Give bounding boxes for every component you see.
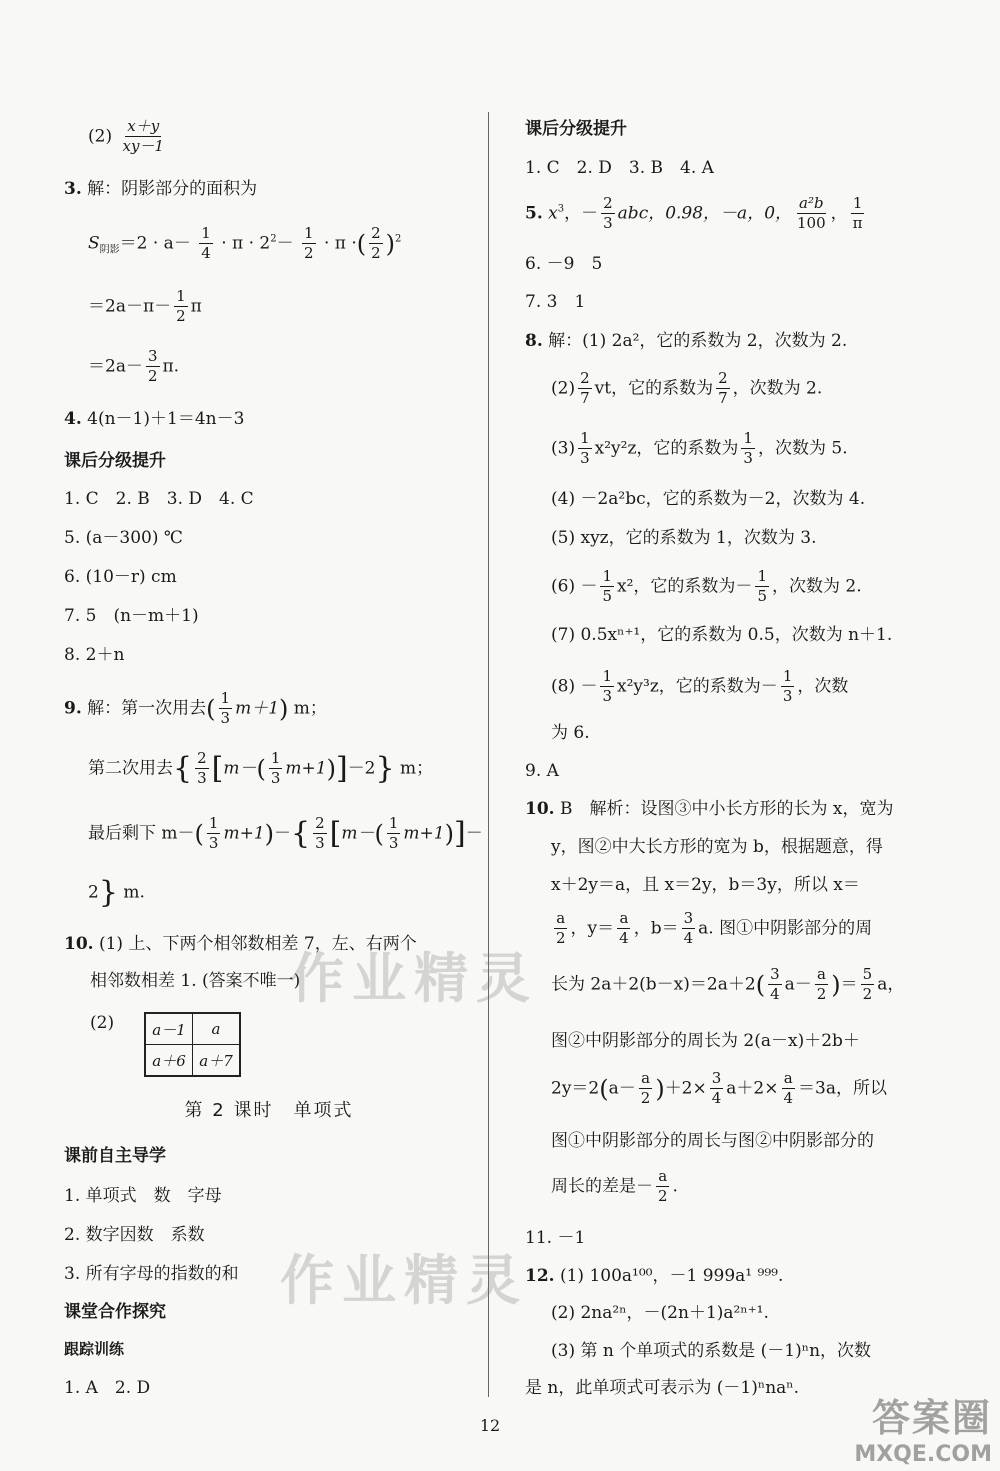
- answer-10-right-line5: 长为 2a＋2(b－x)＝2a＋2( $\frac{3}{4}$ a－ $\frac{a}{2}$ )＝ $\frac{5}{2}$ a，: [551, 965, 905, 1004]
- answer-12-part2: (2) 2na²ⁿ，－(2n＋1)a²ⁿ⁺¹.: [551, 1303, 769, 1323]
- answer-12-part3: (3) 第 n 个单项式的系数是 (－1)ⁿn，次数: [551, 1341, 872, 1361]
- grid-cell: a: [193, 1013, 241, 1045]
- column-divider: [488, 112, 489, 1397]
- grid-cell: a＋7: [193, 1045, 241, 1077]
- item-label: (2): [88, 126, 113, 147]
- answer-6-right: 6. －9 5: [525, 254, 603, 274]
- grid-cell: a－1: [145, 1013, 193, 1045]
- answer-8-part4: (4) －2a²bc，它的系数为－2，次数为 4.: [551, 489, 866, 509]
- answer-9-line1: 9. 解：第一次用去( $\frac{1}{3}$ m＋1) m；: [64, 689, 327, 728]
- lesson-title: 第 2 课时 单项式: [184, 1100, 354, 1121]
- page-number: 12: [479, 1416, 501, 1435]
- section-heading-after-class-right: 课后分级提升: [525, 119, 627, 139]
- answer-11-right: 11. －1: [525, 1228, 586, 1248]
- grid-cell: a＋6: [145, 1045, 193, 1077]
- watermark-2: 作业精灵: [280, 1249, 528, 1312]
- answer-10-right-line7: 2y＝2(a－ $\frac{a}{2}$ )＋2× $\frac{3}{4}$ a＋2× $\frac{a}{4}$ ＝3a，所以: [551, 1069, 887, 1108]
- answer-9-right: 9. A: [525, 761, 559, 781]
- fraction: $\frac{x+y}{xy-1}$: [122, 117, 164, 156]
- area-formula-1: $S_{阴影}=2 \cdot a-$ $\frac{1}{4}$ · $\pi \cdot 2^2-$ $\frac{1}{2}$ · π ·( $\frac{2}{2}$ )$^2$: [88, 224, 402, 263]
- answer-8-part8-cont: 为 6.: [551, 723, 590, 743]
- answer-9-line3: 最后剩下 m－( $\frac{1}{3}$ m+1)－{ $\frac{2}{3}$ [m－( $\frac{1}{3}$ m+1)]－: [88, 814, 483, 853]
- answer-7: 7. 5 (n－m＋1): [64, 606, 199, 626]
- question-4: 4. 4(n－1)＋1＝4n－3: [64, 409, 245, 429]
- preview-answer-1: 1. 单项式 数 字母: [64, 1186, 222, 1206]
- area-formula-2: ＝2a－π－ $\frac{1}{2}$ π: [88, 287, 202, 326]
- answer-8-part3: (3) $\frac{1}{3}$ x²y²z，它的系数为 $\frac{1}{3}$ ，次数为 5.: [551, 429, 848, 468]
- answer-8-part2: (2) $\frac{2}{7}$ vt，它的系数为 $\frac{2}{7}$ ，次数为 2.: [551, 369, 823, 408]
- answer-10-right-line4: $\frac{a}{2}$ ，y＝ $\frac{a}{4}$ ，b＝ $\frac{3}{4}$ a. 图①中阴影部分的周: [556, 909, 873, 948]
- section-heading-after-class: 课后分级提升: [64, 451, 166, 471]
- answers-1-4-right: 1. C 2. D 3. B 4. A: [525, 158, 714, 178]
- answer-9-line4: 2} m.: [88, 875, 145, 910]
- answer-12-part3-cont: 是 n，此单项式可表示为 (－1)ⁿnaⁿ.: [525, 1378, 800, 1398]
- answer-10-line2: 相邻数相差 1. (答案不唯一): [90, 971, 301, 991]
- answer-12-part1: 12. (1) 100a¹⁰⁰，－1 999a¹ ⁹⁹⁹.: [525, 1266, 784, 1286]
- site-watermark-title: 答案圈: [871, 1396, 992, 1440]
- answer-10-right-line6: 图②中阴影部分的周长为 2(a－x)＋2b＋: [551, 1031, 860, 1051]
- answer-9-line2: 第二次用去{ $\frac{2}{3}$ [m－( $\frac{1}{3}$ m+1)]－2} m；: [88, 749, 434, 788]
- answer-8-part8: (8) － $\frac{1}{3}$ x²y³z，它的系数为－ $\frac{1}{3}$ ，次数: [551, 667, 849, 706]
- number-grid: [144, 1012, 241, 1077]
- answer-10-right-line9: 周长的差是－ $\frac{a}{2}$ .: [551, 1167, 678, 1206]
- answer-10-part2: (2): [90, 1013, 115, 1033]
- answers-1-4: 1. C 2. B 3. D 4. C: [64, 489, 254, 509]
- tracking-answers: 1. A 2. D: [64, 1378, 151, 1398]
- section-heading-tracking: 跟踪训练: [64, 1340, 125, 1358]
- answer-6: 6. (10－r) cm: [64, 567, 177, 587]
- watermark-1: 作业精灵: [290, 947, 538, 1010]
- site-watermark-url: MXQE.COM: [854, 1442, 992, 1467]
- answer-5-right: 5. $x^3$，－ $\frac{2}{3}$ abc，0.98，－a，0， $\frac{\text{a²b}}{100}$ ， $\frac{1}{\pi}$: [525, 194, 863, 233]
- answer-8-part7: (7) 0.5xⁿ⁺¹，它的系数为 0.5，次数为 n＋1.: [551, 625, 893, 645]
- area-formula-3: ＝2a－ $\frac{3}{2}$ π.: [88, 347, 180, 386]
- preview-answer-2: 2. 数字因数 系数: [64, 1225, 205, 1245]
- site-watermark: [854, 1387, 992, 1467]
- question-3: 3. 解：阴影部分的面积为: [64, 179, 258, 199]
- answer-10-right-line1: 10. B 解析：设图③中小长方形的长为 x，宽为: [525, 799, 894, 819]
- answer-7-right: 7. 3 1: [525, 292, 586, 312]
- section-heading-classroom: 课堂合作探究: [64, 1302, 166, 1322]
- answer-10-right-line8: 图①中阴影部分的周长与图②中阴影部分的: [551, 1131, 874, 1151]
- section-heading-preview: 课前自主导学: [64, 1146, 166, 1166]
- answer-10-right-line3: x＋2y＝a，且 x＝2y，b＝3y，所以 x＝: [551, 875, 860, 895]
- answer-10-right-line2: y，图②中大长方形的宽为 b，根据题意，得: [551, 837, 883, 857]
- answer-8-part6: (6) － $\frac{1}{5}$ x²，它的系数为－ $\frac{1}{5}$ ，次数为 2.: [551, 567, 862, 606]
- answer-8-part1: 8. 解：(1) 2a²，它的系数为 2，次数为 2.: [525, 331, 848, 351]
- answer-8: 8. 2＋n: [64, 645, 125, 665]
- answer-5: 5. (a－300) ℃: [64, 528, 183, 548]
- answer-10-line1: 10. (1) 上、下两个相邻数相差 7，左、右两个: [64, 934, 417, 954]
- answer-8-part5: (5) xyz，它的系数为 1，次数为 3.: [551, 528, 817, 548]
- preview-answer-3: 3. 所有字母的指数的和: [64, 1264, 239, 1284]
- answer-2-fraction: [88, 118, 169, 156]
